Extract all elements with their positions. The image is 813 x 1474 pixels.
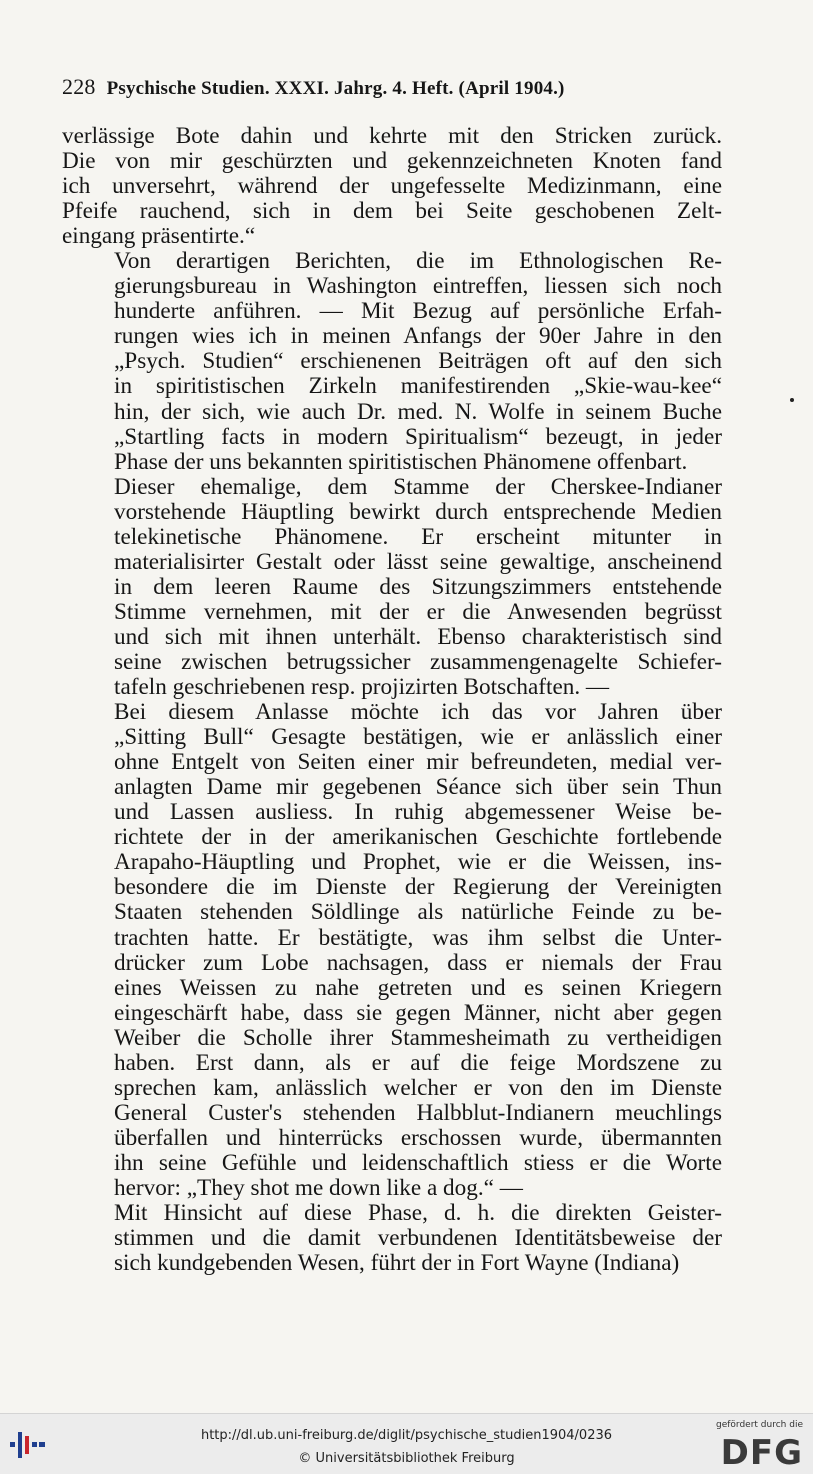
body-text: [62, 124, 722, 1276]
text-line: haben. Erst dann, als er auf die feige Mordszene zu: [114, 1049, 722, 1076]
text-line: drücker zum Lobe nachsagen, dass er niemals der Frau: [114, 949, 722, 976]
text-line: Pfeife rauchend, sich in dem bei Seite geschobenen Zelt-: [62, 198, 722, 225]
viewer-footer: [0, 1413, 813, 1474]
paragraph: [62, 475, 722, 700]
text-line: eingang präsentirte.“: [62, 223, 256, 250]
source-url-link[interactable]: http://dl.ub.uni-freiburg.de/diglit/psychische_studien1904/0236: [200, 1428, 613, 1443]
text-line: Bei diesem Anlasse möchte ich das vor Jahren über: [114, 699, 722, 726]
text-line: Mit Hinsicht auf diese Phase, d. h. die direkten Geister-: [114, 1200, 722, 1227]
paragraph: [62, 124, 722, 249]
text-line: überfallen und hinterrücks erschossen wurde, übermannten: [114, 1124, 722, 1151]
text-line: Die von mir geschürzten und gekennzeichneten Knoten fand: [62, 148, 722, 175]
text-line: Phase der uns bekannten spiritistischen Phänomene offenbart.: [114, 448, 688, 475]
scan-speck: [790, 398, 794, 402]
text-line: ohne Entgelt von Seiten einer mir befreundeten, medial ver-: [114, 749, 722, 776]
text-line: stimmen und die damit verbundenen Identitätsbeweise der: [114, 1225, 722, 1252]
paragraph: [62, 1201, 722, 1276]
text-line: verlässige Bote dahin und kehrte mit den Stricken zurück.: [62, 123, 722, 149]
text-line: materialisirter Gestalt oder lässt seine gewaltige, anscheinend: [114, 548, 722, 575]
text-line: vorstehende Häuptling bewirkt durch entsprechende Medien: [114, 498, 722, 525]
text-line: tafeln geschriebenen resp. projizirten Botschaften. —: [114, 674, 610, 701]
text-line: sich kundgebenden Wesen, führt der in Fort Wayne (Indiana): [114, 1250, 680, 1277]
text-line: in dem leeren Raume des Sitzungszimmers entstehende: [114, 573, 722, 600]
text-line: Staaten stehenden Söldlinge als natürliche Feinde zu be-: [114, 899, 722, 926]
text-line: besondere die im Dienste der Regierung der Vereinigten: [114, 874, 722, 901]
text-line: Von derartigen Berichten, die im Ethnologischen Re-: [114, 248, 722, 275]
text-line: Weiber die Scholle ihrer Stammesheimath zu vertheidigen: [114, 1024, 722, 1051]
text-line: richtete der in der amerikanischen Geschichte fortlebende: [114, 824, 722, 851]
text-line: anlagten Dame mir gegebenen Séance sich über sein Thun: [114, 774, 722, 801]
text-line: rungen wies ich in meinen Anfangs der 90er Jahre in den: [114, 323, 722, 350]
text-line: sprechen kam, anlässlich welcher er von den im Dienste: [114, 1074, 722, 1101]
text-line: „Sitting Bull“ Gesagte bestätigen, wie er anlässlich einer: [114, 724, 722, 751]
text-line: eingeschärft habe, dass sie gegen Männer, nicht aber gegen: [114, 999, 722, 1026]
running-title: Psychische Studien. XXXI. Jahrg. 4. Heft. (April 1904.): [106, 78, 565, 99]
text-line: und sich mit ihnen unterhält. Ebenso charakteristisch sind: [114, 623, 722, 650]
paragraph: [62, 249, 722, 474]
text-line: und Lassen ausliess. In ruhig abgemessener Weise be-: [114, 799, 722, 826]
text-line: hunderte anführen. — Mit Bezug auf persönliche Erfah-: [114, 298, 722, 325]
copyright-text: © Universitätsbibliothek Freiburg: [298, 1451, 515, 1466]
running-header: [62, 74, 722, 100]
text-line: General Custer's stehenden Halbblut-Indianern meuchlings: [114, 1099, 722, 1126]
text-line: Stimme vernehmen, mit der er die Anwesenden begrüsst: [114, 598, 722, 625]
text-line: Arapaho-Häuptling und Prophet, wie er die Weissen, ins-: [114, 849, 722, 876]
text-line: ich unversehrt, während der ungefesselte Medizinmann, eine: [62, 173, 722, 200]
dfg-logo: [711, 1420, 803, 1473]
text-line: „Psych. Studien“ erschienenen Beiträgen oft auf den sich: [114, 348, 722, 375]
text-line: gierungsbureau in Washington eintreffen, liessen sich noch: [114, 273, 722, 300]
text-line: trachten hatte. Er bestätigte, was ihm selbst die Unter-: [114, 924, 722, 951]
text-line: telekinetische Phänomene. Er erscheint mitunter in: [114, 523, 722, 550]
text-line: ihn seine Gefühle und leidenschaftlich stiess er die Worte: [114, 1149, 722, 1176]
dfg-logo-text: DFG: [720, 1433, 803, 1473]
dfg-caption: gefördert durch die: [716, 1420, 803, 1430]
paragraph: [62, 700, 722, 1201]
text-line: „Startling facts in modern Spiritualism“ bezeugt, in jeder: [114, 423, 722, 450]
page-number: 228: [62, 74, 96, 99]
text-line: eines Weissen zu nahe getreten und es seinen Kriegern: [114, 974, 722, 1001]
text-line: seine zwischen betrugssicher zusammengenagelte Schiefer-: [114, 648, 722, 675]
text-line: in spiritistischen Zirkeln manifestirenden „Skie-wau-kee“: [114, 373, 722, 400]
text-line: hervor: „They shot me down like a dog.“ —: [114, 1174, 523, 1201]
text-line: hin, der sich, wie auch Dr. med. N. Wolfe in seinem Buche: [114, 398, 722, 425]
text-line: Dieser ehemalige, dem Stamme der Cherskee-Indianer: [114, 473, 722, 500]
